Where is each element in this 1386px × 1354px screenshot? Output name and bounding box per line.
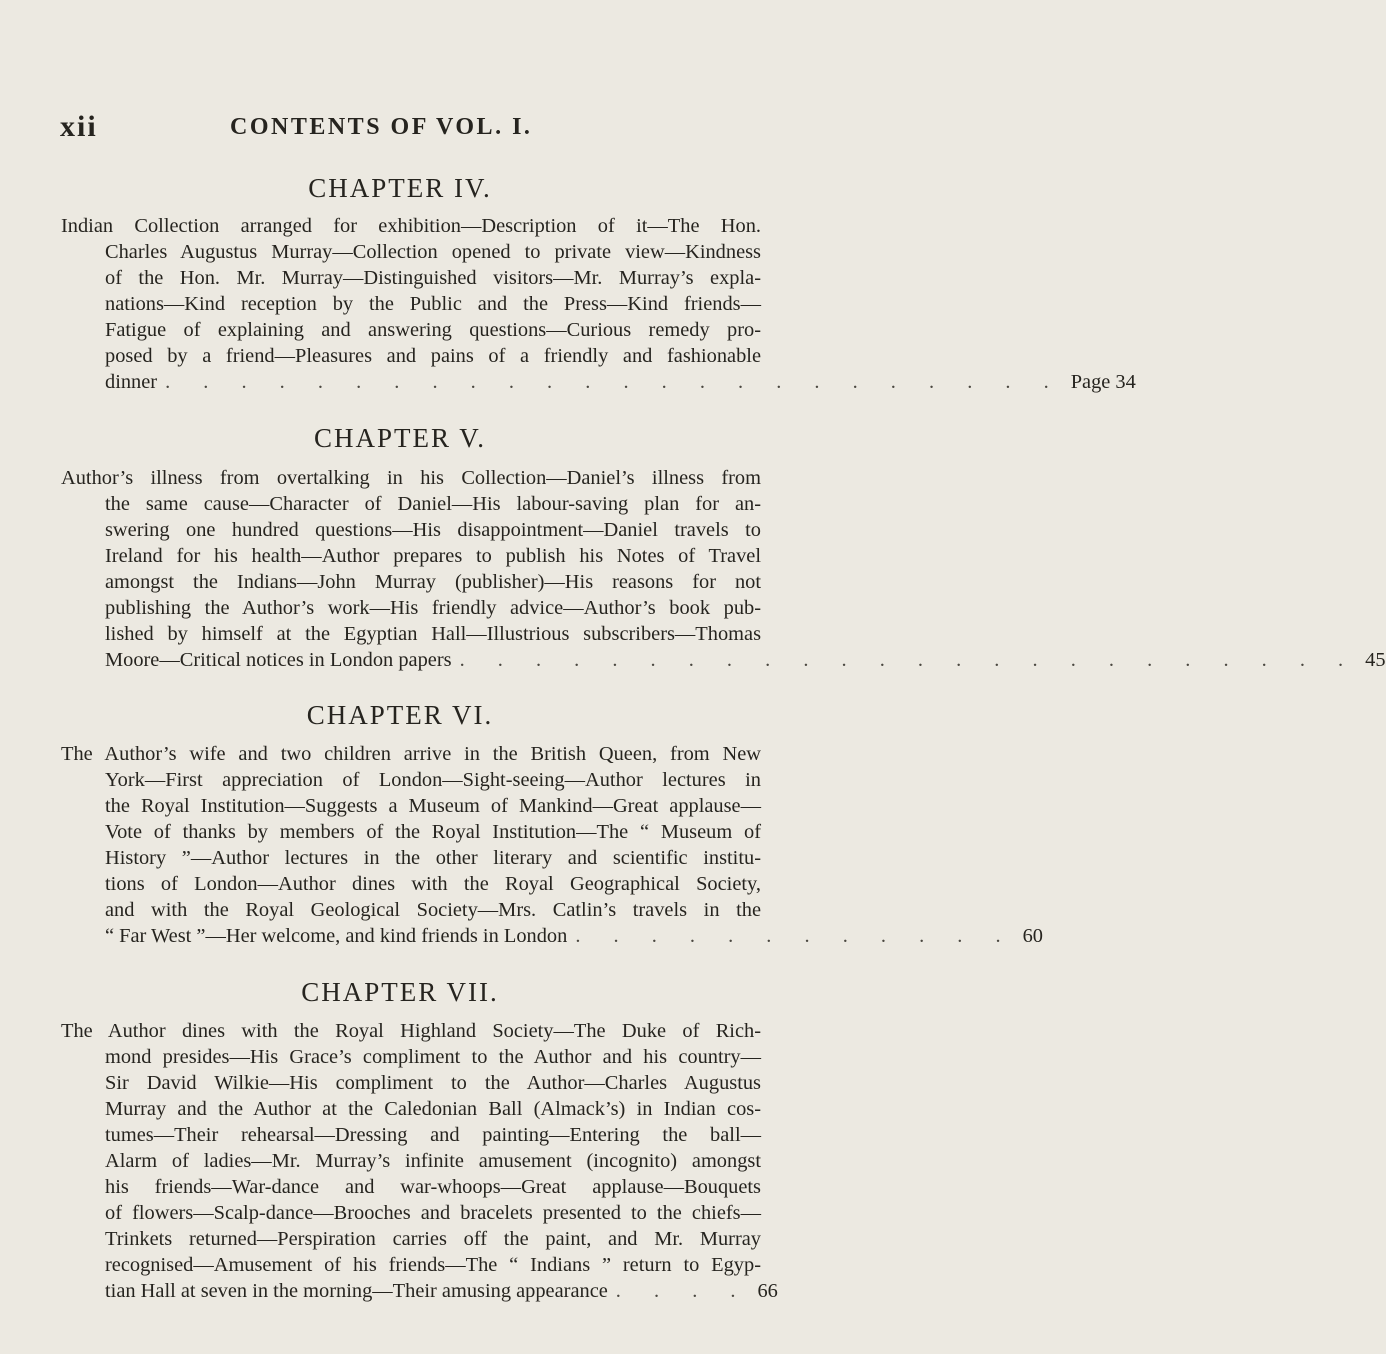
synopsis-line: lished by himself at the Egyptian Hall—Illustrious subscribers—Thomas [105,623,761,645]
synopsis-line: of flowers—Scalp-dance—Brooches and bracelets presented to the chiefs— [105,1202,761,1224]
dot-leaders: . . . . . . . . . . . . . . . . . . . . . . . . [459,649,1358,671]
synopsis-line: Indian Collection arranged for exhibition—Description of it—The Hon. [61,215,761,237]
synopsis-last-line [61,923,1043,949]
synopsis-line: Moore—Critical notices in London papers [105,649,452,671]
dot-leaders: . . . . [615,1280,750,1302]
synopsis-line: Vote of thanks by members of the Royal Institution—The “ Museum of [105,821,761,843]
synopsis-line: Author’s illness from overtalking in his Collection—Daniel’s illness from [61,467,761,489]
synopsis-line: The Author’s wife and two children arrive in the British Queen, from New [61,743,761,765]
synopsis-last-line [61,369,1136,395]
synopsis-line: tions of London—Author dines with the Royal Geographical Society, [105,873,761,895]
synopsis-line: the same cause—Character of Daniel—His labour-saving plan for an- [105,493,761,515]
page-reference: 66 [757,1280,778,1302]
synopsis-line: Trinkets returned—Perspiration carries off the paint, and Mr. Murray [105,1228,761,1250]
synopsis-line: publishing the Author’s work—His friendly advice—Author’s book pub- [105,597,761,619]
chapter-5-synopsis [61,465,1386,673]
dot-leaders: . . . . . . . . . . . . [575,925,1015,947]
synopsis-line: posed by a friend—Pleasures and pains of a friendly and fashionable [105,345,761,367]
synopsis-line: “ Far West ”—Her welcome, and kind friends in London [105,925,568,947]
chapter-6-synopsis [61,741,1043,949]
running-title: CONTENTS OF VOL. I. [230,114,533,140]
chapter-4-synopsis [61,213,1136,395]
running-head [60,110,740,150]
synopsis-line: amongst the Indians—John Murray (publisher)—His reasons for not [105,571,761,593]
synopsis-line: the Royal Institution—Suggests a Museum of Mankind—Great applause— [105,795,761,817]
synopsis-line: Murray and the Author at the Caledonian Ball (Almack’s) in Indian cos- [105,1098,761,1120]
chapter-5-title: CHAPTER V. [313,423,487,453]
page-reference: 60 [1022,925,1043,947]
synopsis-line: tian Hall at seven in the morning—Their amusing appearance [105,1280,608,1302]
synopsis-line: mond presides—His Grace’s compliment to the Author and his country— [105,1046,761,1068]
page-reference: Page 34 [1070,371,1136,393]
page-reference: 45 [1365,649,1386,671]
synopsis-line: tumes—Their rehearsal—Dressing and painting—Entering the ball— [105,1124,761,1146]
synopsis-line: The Author dines with the Royal Highland Society—The Duke of Rich- [61,1020,761,1042]
synopsis-line: dinner [105,371,158,393]
synopsis-line: York—First appreciation of London—Sight-seeing—Author lectures in [105,769,761,791]
synopsis-line: and with the Royal Geological Society—Mrs. Catlin’s travels in the [105,899,761,921]
synopsis-line: nations—Kind reception by the Public and the Press—Kind friends— [105,293,761,315]
chapter-6-title: CHAPTER VI. [306,700,494,730]
chapter-7-synopsis [61,1018,778,1304]
synopsis-line: Sir David Wilkie—His compliment to the Author—Charles Augustus [105,1072,761,1094]
dot-leaders: . . . . . . . . . . . . . . . . . . . . . . . . [165,371,1063,393]
synopsis-last-line [61,647,1386,673]
synopsis-line: History ”—Author lectures in the other literary and scientific institu- [105,847,761,869]
synopsis-last-line [61,1278,778,1304]
chapter-4-title: CHAPTER IV. [308,173,492,203]
synopsis-line: Alarm of ladies—Mr. Murray’s infinite amusement (incognito) amongst [105,1150,761,1172]
synopsis-line: Ireland for his health—Author prepares to publish his Notes of Travel [105,545,761,567]
synopsis-line: his friends—War-dance and war-whoops—Great applause—Bouquets [105,1176,761,1198]
synopsis-line: of the Hon. Mr. Murray—Distinguished visitors—Mr. Murray’s expla- [105,267,761,289]
synopsis-line: swering one hundred questions—His disappointment—Daniel travels to [105,519,761,541]
synopsis-line: recognised—Amusement of his friends—The “ Indians ” return to Egyp- [105,1254,761,1276]
synopsis-line: Charles Augustus Murray—Collection opened to private view—Kindness [105,241,761,263]
chapter-7-title: CHAPTER VII. [301,977,499,1007]
synopsis-line: Fatigue of explaining and answering questions—Curious remedy pro- [105,319,761,341]
page-folio: xii [60,110,98,143]
